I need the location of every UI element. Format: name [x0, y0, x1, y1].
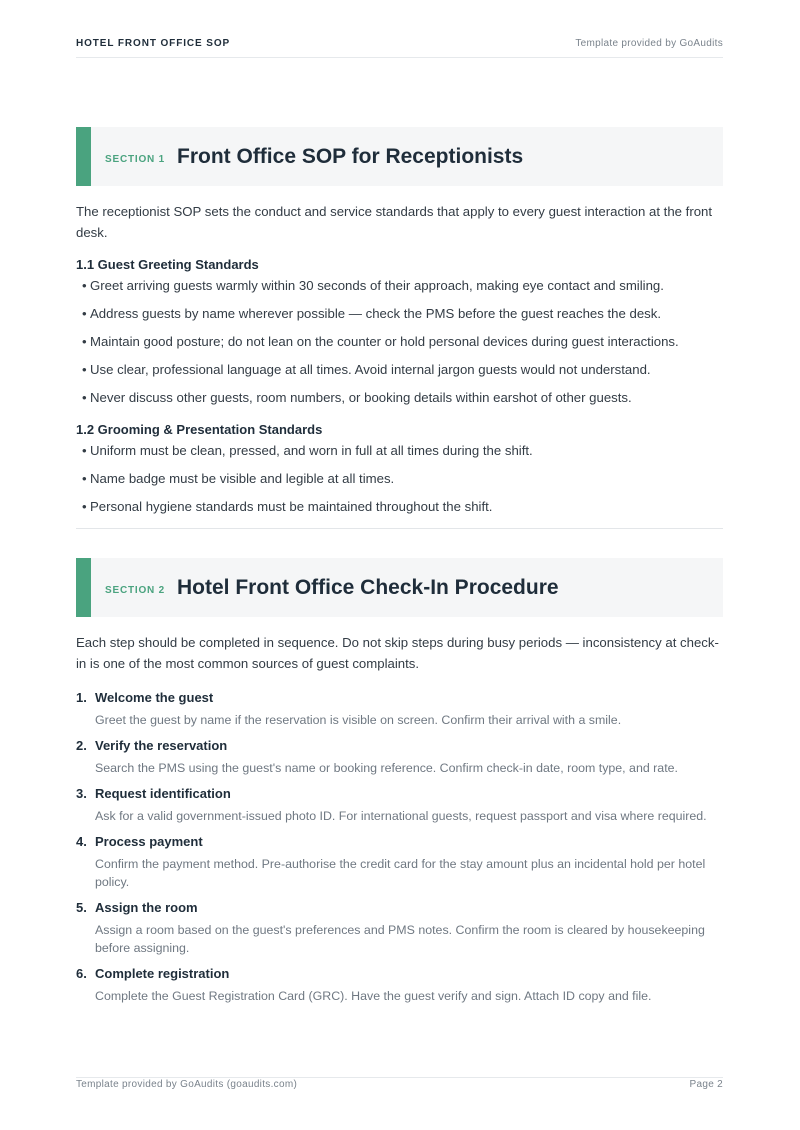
list-item-text: Name badge must be visible and legible at all times. [90, 471, 395, 486]
list-item-text: Greet arriving guests warmly within 30 seconds of their approach, making eye contact and smiling. [90, 278, 664, 293]
guest-greeting-list [76, 276, 723, 416]
subsection-heading-1-1: 1.1 Guest Greeting Standards [76, 257, 259, 272]
step-title-text: Assign the room [95, 900, 198, 915]
list-item-text: Address guests by name wherever possible — check the PMS before the guest reaches the desk. [90, 306, 662, 321]
step-description: Complete the Guest Registration Card (GRC). Have the guest verify and sign. Attach ID copy and file. [95, 989, 652, 1003]
step-title-text: Complete registration [95, 966, 230, 981]
footer-credit: Template provided by GoAudits (goaudits.com) [76, 1079, 298, 1090]
section-2-intro: Each step should be completed in sequence. Do not skip steps during busy periods — inconsistency at check-in is one of the most common sources of guest complaints. [76, 635, 719, 671]
step-title [76, 736, 723, 756]
list-item: • Address guests by name wherever possible — check the PMS before the guest reaches the desk. [82, 306, 662, 321]
step-item [76, 832, 723, 891]
page-content [76, 127, 723, 1012]
section-1-intro: The receptionist SOP sets the conduct and service standards that apply to every guest interaction at the front desk. [76, 204, 713, 240]
step-item [76, 898, 723, 957]
list-item-text: Use clear, professional language at all times. Avoid internal jargon guests would not understand. [90, 362, 651, 377]
step-description: Search the PMS using the guest's name or booking reference. Confirm check-in date, room type, and rate. [95, 761, 678, 775]
page-number: Page 2 [689, 1079, 723, 1090]
step-number: 5. [76, 900, 87, 915]
step-item [76, 964, 723, 1005]
section-accent-bar [76, 127, 91, 186]
check-in-steps [76, 688, 723, 1005]
section-divider [76, 528, 723, 529]
section-2-heading [76, 558, 723, 617]
step-number: 3. [76, 786, 87, 801]
step-number: 6. [76, 966, 87, 981]
step-title [76, 784, 723, 804]
header-credit: Template provided by GoAudits [575, 38, 723, 49]
step-title-text: Process payment [95, 834, 203, 849]
list-item: • Maintain good posture; do not lean on the counter or hold personal devices during guest interactions. [82, 334, 679, 349]
step-item [76, 784, 723, 825]
list-item-text: Uniform must be clean, pressed, and worn in full at all times during the shift. [90, 443, 533, 458]
step-description: Assign a room based on the guest's preferences and PMS notes. Confirm the room is cleared by housekeeping before assigning. [95, 923, 705, 955]
section-accent-bar [76, 558, 91, 617]
section-number: SECTION 2 [105, 584, 165, 596]
list-item: • Use clear, professional language at all times. Avoid internal jargon guests would not understand. [82, 362, 651, 377]
list-item: • Personal hygiene standards must be maintained throughout the shift. [82, 499, 493, 514]
section-number: SECTION 1 [105, 153, 165, 165]
step-description: Ask for a valid government-issued photo ID. For international guests, request passport and visa where required. [95, 809, 707, 823]
subsection-heading-1-2: 1.2 Grooming & Presentation Standards [76, 422, 323, 437]
step-description: Confirm the payment method. Pre-authorise the credit card for the stay amount plus an incidental hold per hotel policy. [95, 857, 706, 889]
step-title [76, 898, 723, 918]
page-footer [76, 1077, 723, 1092]
grooming-list [76, 441, 723, 525]
section-title: Hotel Front Office Check-In Procedure [177, 575, 559, 599]
page-header [76, 38, 723, 58]
list-item: • Greet arriving guests warmly within 30 seconds of their approach, making eye contact and smiling. [82, 278, 664, 293]
step-number: 4. [76, 834, 87, 849]
header-title: HOTEL FRONT OFFICE SOP [76, 38, 231, 49]
list-item-text: Personal hygiene standards must be maintained throughout the shift. [90, 499, 493, 514]
list-item: • Uniform must be clean, pressed, and worn in full at all times during the shift. [82, 443, 533, 458]
step-title-text: Welcome the guest [95, 690, 214, 705]
list-item-text: Never discuss other guests, room numbers, or booking details within earshot of other guests. [90, 390, 632, 405]
section-1-heading [76, 127, 723, 186]
step-title-text: Verify the reservation [95, 738, 228, 753]
step-item [76, 688, 723, 729]
step-title [76, 832, 723, 852]
list-item: • Name badge must be visible and legible at all times. [82, 471, 395, 486]
section-title: Front Office SOP for Receptionists [177, 144, 524, 168]
step-title [76, 964, 723, 984]
step-number: 1. [76, 690, 87, 705]
step-title [76, 688, 723, 708]
step-title-text: Request identification [95, 786, 231, 801]
step-item [76, 736, 723, 777]
step-number: 2. [76, 738, 87, 753]
list-item-text: Maintain good posture; do not lean on the counter or hold personal devices during guest interactions. [90, 334, 679, 349]
list-item: • Never discuss other guests, room numbers, or booking details within earshot of other guests. [82, 390, 632, 405]
step-description: Greet the guest by name if the reservation is visible on screen. Confirm their arrival with a smile. [95, 713, 622, 727]
